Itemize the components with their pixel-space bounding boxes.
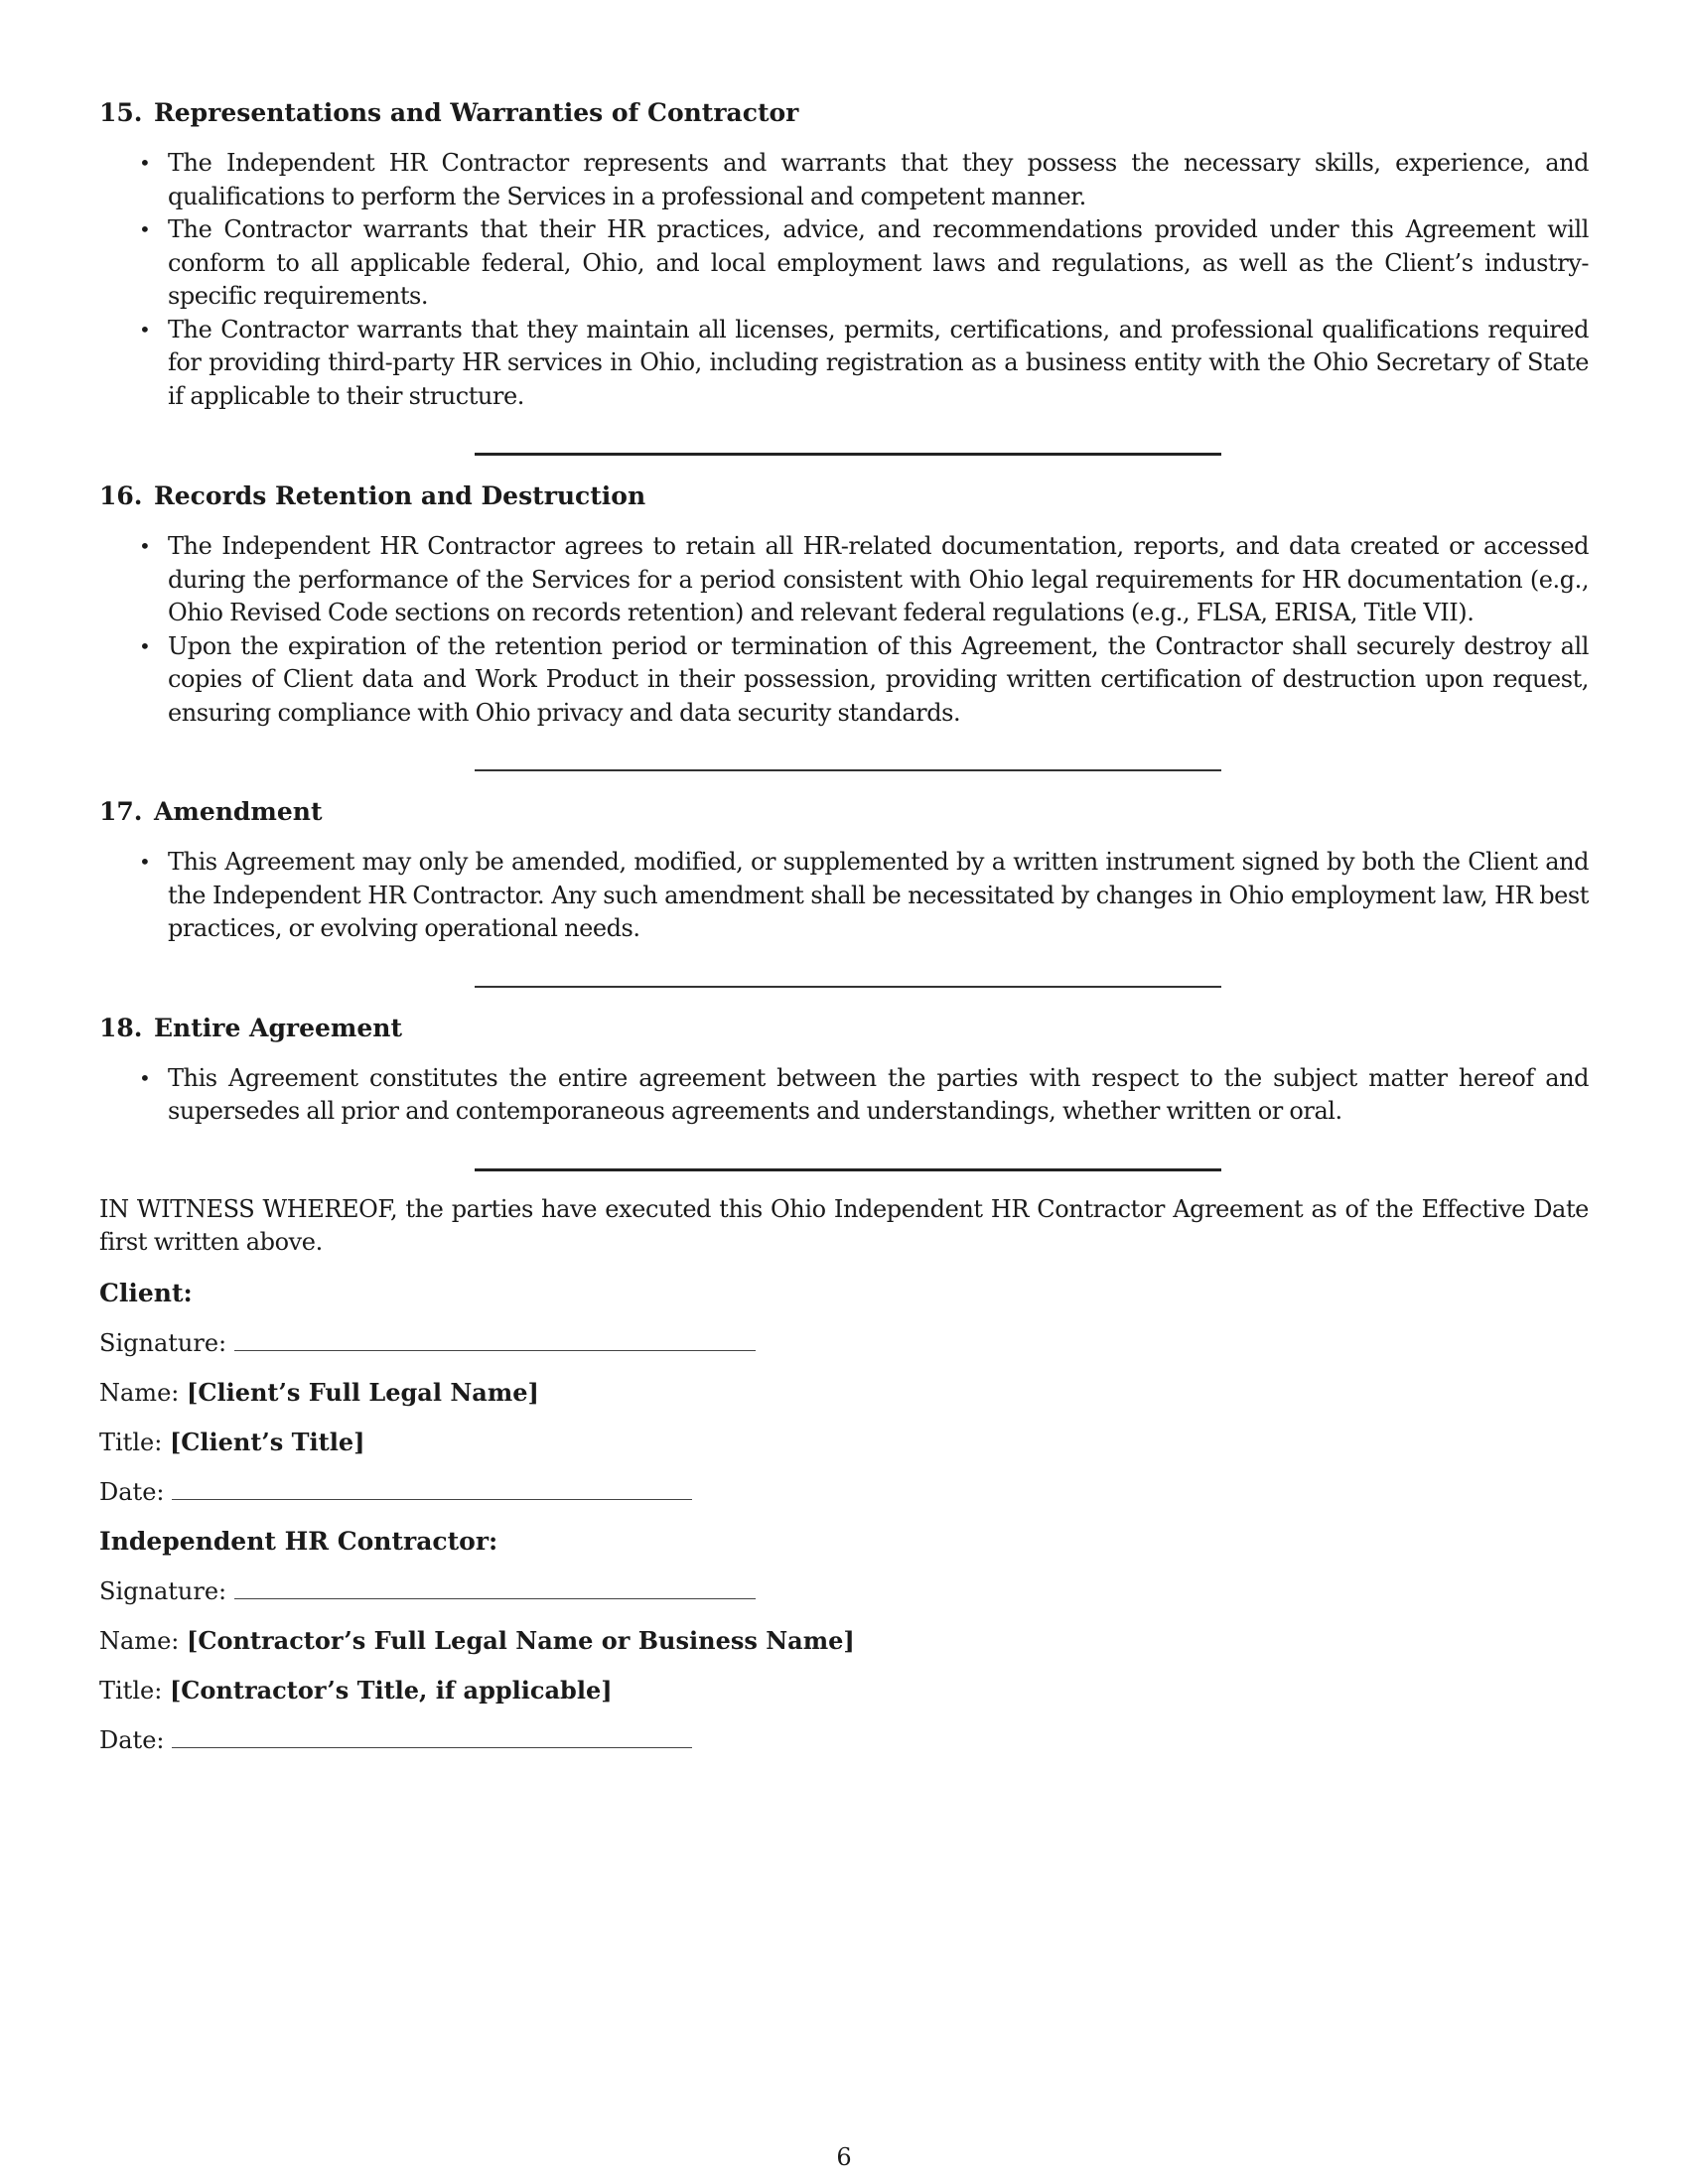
section-number: 16. xyxy=(99,481,143,510)
contractor-signature-field[interactable] xyxy=(234,1578,756,1599)
section-title: Representations and Warranties of Contractor xyxy=(154,98,799,127)
document-page xyxy=(99,97,1589,2182)
client-signature-field[interactable] xyxy=(234,1330,756,1351)
bullet-icon: • xyxy=(139,633,151,658)
section-heading xyxy=(99,480,1589,512)
section-17 xyxy=(99,796,1589,946)
bullet-list xyxy=(99,1062,1589,1129)
section-divider xyxy=(475,1168,1221,1171)
list-item xyxy=(99,630,1589,731)
contractor-signature-block xyxy=(99,1526,1589,1756)
section-heading xyxy=(99,796,1589,828)
list-item-text: The Contractor warrants that their HR practices, advice, and recommendations provided under this Agreement will conform to all applicable federal, Ohio, and local employment laws and regulations, as well as the Client’s industry-specific requirements. xyxy=(168,215,1589,310)
section-title: Entire Agreement xyxy=(154,1013,402,1042)
list-item-text: This Agreement may only be amended, modified, or supplemented by a written instrument signed by both the Client and the Independent HR Contractor. Any such amendment shall be necessitated by changes in Ohio employment law, HR best practices, or evolving operational needs. xyxy=(168,848,1589,942)
contractor-title-value: [Contractor’s Title, if applicable] xyxy=(169,1675,613,1705)
section-18 xyxy=(99,1013,1589,1129)
bullet-list xyxy=(99,530,1589,730)
section-number: 18. xyxy=(99,1013,143,1042)
date-label: Date: xyxy=(99,1477,165,1506)
list-item xyxy=(99,530,1589,630)
list-item xyxy=(99,1062,1589,1129)
bullet-icon: • xyxy=(139,1065,151,1090)
section-divider xyxy=(475,453,1221,456)
client-signature-line xyxy=(99,1327,1589,1359)
list-item-text: The Independent HR Contractor represents and warrants that they possess the necessary skills, experience, and qualifications to perform the Services in a professional and competent manner. xyxy=(168,149,1589,210)
date-label: Date: xyxy=(99,1725,165,1754)
bullet-list xyxy=(99,147,1589,413)
section-number: 17. xyxy=(99,797,143,826)
name-label: Name: xyxy=(99,1378,180,1407)
client-date-field[interactable] xyxy=(172,1479,692,1500)
list-item-text: The Independent HR Contractor agrees to retain all HR-related documentation, reports, and data created or accessed during the performance of the Services for a period consistent with Ohio legal requirements for HR documentation (e.g., Ohio Revised Code sections on records retention) and relevant federal regulations (e.g., FLSA, ERISA, Title VII). xyxy=(168,532,1589,626)
bullet-icon: • xyxy=(139,151,151,175)
list-item xyxy=(99,846,1589,946)
section-title: Records Retention and Destruction xyxy=(154,481,646,510)
list-item xyxy=(99,314,1589,414)
bullet-icon: • xyxy=(139,217,151,241)
client-heading: Client: xyxy=(99,1278,193,1307)
title-label: Title: xyxy=(99,1428,163,1456)
client-date-line xyxy=(99,1476,1589,1508)
contractor-heading: Independent HR Contractor: xyxy=(99,1526,498,1556)
section-15 xyxy=(99,97,1589,413)
bullet-icon: • xyxy=(139,534,151,558)
client-name-value: [Client’s Full Legal Name] xyxy=(187,1377,539,1407)
section-number: 15. xyxy=(99,98,143,127)
client-signature-block xyxy=(99,1278,1589,1508)
client-title-line xyxy=(99,1427,1589,1458)
contractor-date-field[interactable] xyxy=(172,1727,692,1748)
title-label: Title: xyxy=(99,1676,163,1705)
contractor-name-value: [Contractor’s Full Legal Name or Business Name] xyxy=(187,1625,855,1655)
bullet-icon: • xyxy=(139,317,151,341)
contractor-signature-line xyxy=(99,1575,1589,1607)
client-name-line xyxy=(99,1377,1589,1409)
page-number: 6 xyxy=(836,2143,852,2171)
list-item-text: Upon the expiration of the retention period or termination of this Agreement, the Contractor shall securely destroy all copies of Client data and Work Product in their possession, providing written certification of destruction upon request, ensuring compliance with Ohio privacy and data security standards. xyxy=(168,631,1589,727)
bullet-list xyxy=(99,846,1589,946)
list-item xyxy=(99,213,1589,314)
contractor-name-line xyxy=(99,1625,1589,1657)
section-divider xyxy=(475,986,1221,988)
section-title: Amendment xyxy=(154,797,323,826)
section-heading xyxy=(99,1013,1589,1044)
contractor-date-line xyxy=(99,1724,1589,1756)
section-divider xyxy=(475,769,1221,771)
signature-label: Signature: xyxy=(99,1576,227,1605)
signature-label: Signature: xyxy=(99,1328,227,1357)
list-item-text: The Contractor warrants that they maintain all licenses, permits, certifications, and professional qualifications required for providing third-party HR services in Ohio, including registration as a business entity with the Ohio Secretary of State if applicable to their structure. xyxy=(168,315,1589,410)
bullet-icon: • xyxy=(139,850,151,874)
section-16 xyxy=(99,480,1589,730)
list-item xyxy=(99,147,1589,213)
client-title-value: [Client’s Title] xyxy=(169,1427,365,1456)
name-label: Name: xyxy=(99,1626,180,1655)
section-heading xyxy=(99,97,1589,129)
witness-paragraph: IN WITNESS WHEREOF, the parties have executed this Ohio Independent HR Contractor Agreement as of the Effective Date first written above. xyxy=(99,1194,1589,1256)
contractor-title-line xyxy=(99,1675,1589,1706)
list-item-text: This Agreement constitutes the entire agreement between the parties with respect to the subject matter hereof and supersedes all prior and contemporaneous agreements and understandings, whether written or oral. xyxy=(168,1063,1589,1125)
